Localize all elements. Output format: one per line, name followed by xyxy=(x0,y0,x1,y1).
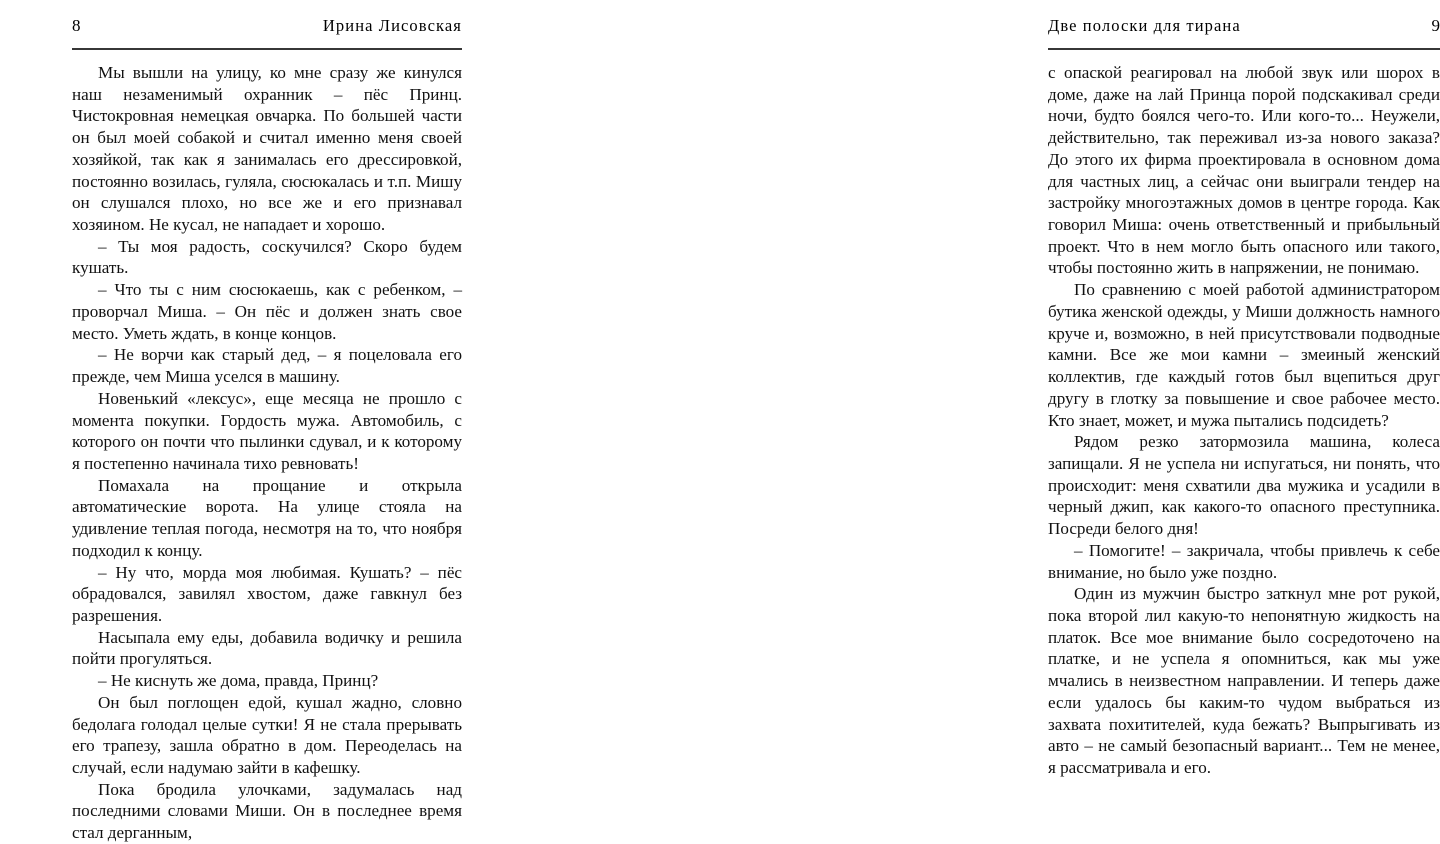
right-page-running-head-title: Две полоски для тирана xyxy=(1048,16,1241,35)
paragraph: – Ну что, морда моя любимая. Кушать? – пёс обрадовался, завилял хвостом, даже гавкнул без разрешения. xyxy=(72,562,462,625)
paragraph: – Не ворчи как старый дед, – я поцеловала его прежде, чем Миша уселся в машину. xyxy=(72,345,462,387)
paragraph: Он был поглощен едой, кушал жадно, словно бедолага голодал целые сутки! Я не стала прерывать его трапезу, зашла обратно в дом. Переоделась на случай, если надумаю зайти в кафешку. xyxy=(72,692,462,777)
paragraph: с опаской реагировал на любой звук или шорох в доме, даже на лай Принца порой подскакивал среди ночи, будто боялся чего-то. Или кого-то... Неужели, действительно, так переживал из-за нового заказа? До этого их фирма проектировала в основном дома для частных лиц, а сейчас они выиграли тендер на застройку многоэтажных домов в центре города. Как говорил Миша: очень ответственный и прибыльный проект. Что в нем могло быть опасного или такого, чтобы постоянно жить в напряжении, не понимаю. xyxy=(1048,63,1440,278)
paragraph: Новенький «лексус», еще месяца не прошло с момента покупки. Гордость мужа. Автомобиль, с которого он почти что пылинки сдувал, и к которому я постепенно начинала тихо ревновать! xyxy=(72,388,462,473)
paragraph: – Что ты с ним сюсюкаешь, как с ребенком, – проворчал Миша. – Он пёс и должен знать свое место. Уметь ждать, в конце концов. xyxy=(72,280,462,343)
left-page-folio: 8 xyxy=(72,16,81,35)
left-page xyxy=(0,0,500,843)
paragraph: Рядом резко затормозила машина, колеса запищали. Я не успела ни испугаться, ни понять, что происходит: меня схватили два мужика и усадили в черный джип, как какого-то опасного преступника. Посреди белого дня! xyxy=(1048,432,1440,539)
left-page-running-head-title: Ирина Лисовская xyxy=(322,16,462,35)
paragraph: Помахала на прощание и открыла автоматические ворота. На улице стояла на удивление теплая погода, несмотря на то, что ноября подходил к концу. xyxy=(72,475,462,560)
paragraph: По сравнению с моей работой администратором бутика женской одежды, у Миши должность намного круче и, возможно, в ней присутствовали подводные камни. Все же мои камни – змеиный женский коллектив, где каждый готов был вцепиться друг другу в глотку за повышение и свое рабочее место. Кто знает, может, и мужа пытались подсидеть? xyxy=(1048,280,1440,430)
paragraph: Один из мужчин быстро заткнул мне рот рукой, пока второй лил какую-то непонятную жидкость на платок. Все мое внимание было сосредоточено на платке, и не успела я опомниться, как мы уже мчались в неизвестном направлении. И теперь даже если удалось бы каким-то чудом выбраться из захвата похитителей, куда бежать? Выпрыгивать из авто – не самый безопасный вариант... Тем не менее, я рассматривала и его. xyxy=(1048,584,1440,777)
right-page-text-column xyxy=(1048,62,1440,779)
paragraph: – Ты моя радость, соскучился? Скоро будем кушать. xyxy=(72,236,462,278)
paragraph: Мы вышли на улицу, ко мне сразу же кинулся наш незаменимый охранник – пёс Принц. Чистокровная немецкая овчарка. По большей части он был моей собакой и считал именно меня своей хозяйкой, так как я занималась его дрессировкой, постоянно возилась, гуляла, сюсюкалась и т.п. Мишу он слушался плохо, но все же и его признавал хозяином. Не кусал, не нападает и хорошо. xyxy=(72,63,462,235)
paragraph: – Не киснуть же дома, правда, Принц? xyxy=(98,671,379,691)
right-page-header-rule xyxy=(1048,48,1440,50)
right-page-folio: 9 xyxy=(1431,16,1440,35)
left-page-text-column xyxy=(72,62,462,844)
paragraph: Пока бродила улочками, задумалась над последними словами Миши. Он в последнее время стал дерганным, xyxy=(72,779,462,843)
left-page-running-head xyxy=(72,16,462,42)
paragraph: Насыпала ему еды, добавила водичку и решила пойти прогуляться. xyxy=(72,627,462,669)
right-page xyxy=(500,0,1440,777)
right-page-running-head xyxy=(1048,16,1440,42)
left-page-header-rule xyxy=(72,48,462,50)
paragraph: – Помогите! – закричала, чтобы привлечь к себе внимание, но было уже поздно. xyxy=(1048,540,1440,582)
